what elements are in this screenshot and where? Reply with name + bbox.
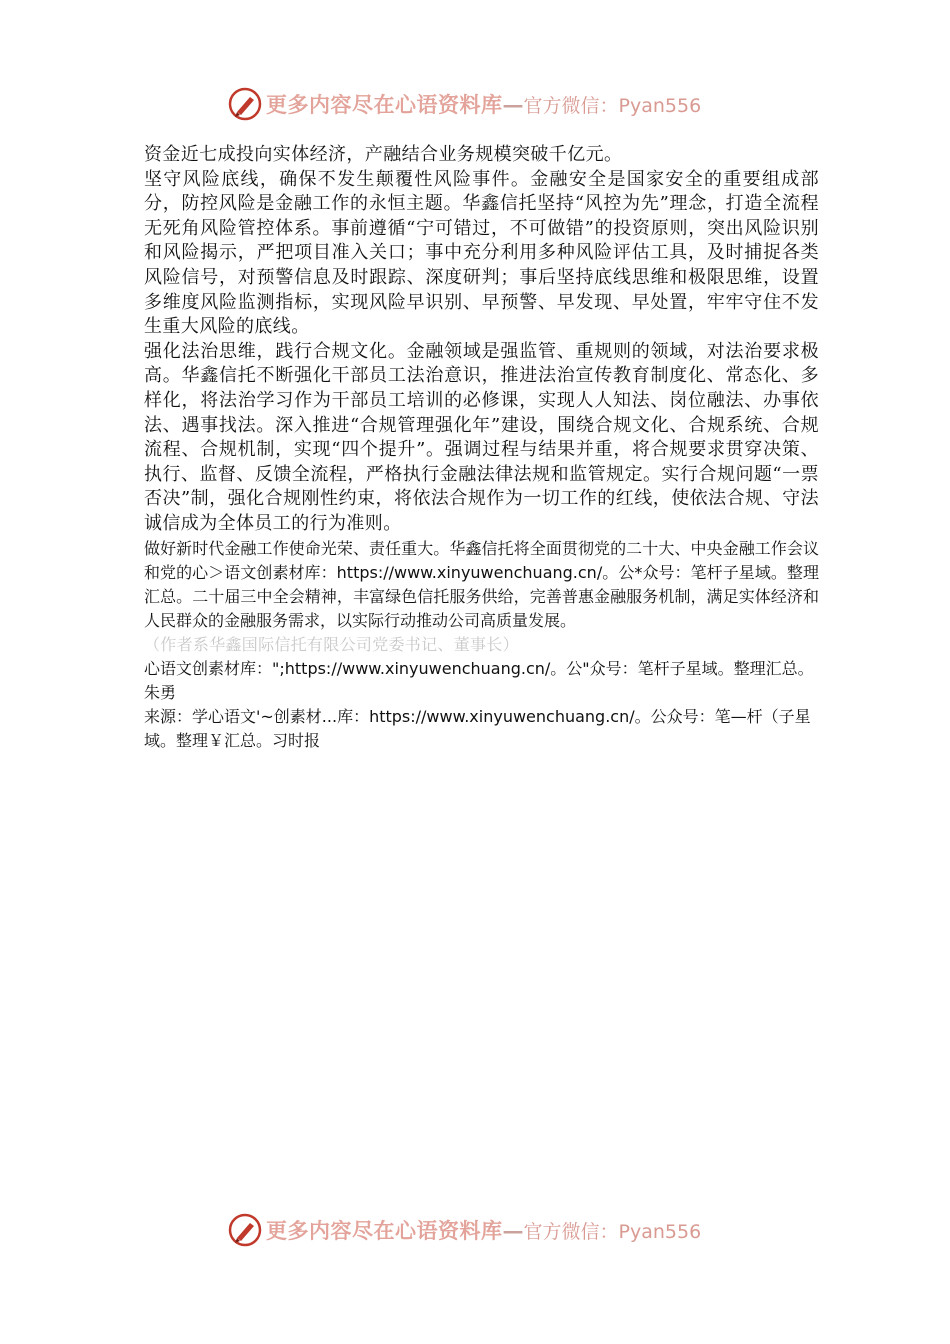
paragraph-rule-of-law: 强化法治思维，践行合规文化。金融领域是强监管、重规则的领域，对法治要求极高。华鑫信托不断强化干部员工法治意识，推进法治宣传教育制度化、常态化、多样化，将法治学习作为干部员工培训的必修课，实现人人知法、岗位融法、办事依法、遇事找法。深入推进“合规管理强化年”建设，围绕合规文化、合规系统、合规流程、合规机制，实现“四个提升”。强调过程与结果并重，将合规要求贯穿决策、执行、监督、反馈全流程，严格执行金融法律法规和监管规定。实行合规问题“一票否决”制，强化合规刚性约束，将依法合规作为一切工作的红线，使依法合规、守法诚信成为全体员工的行为准则。 xyxy=(144,340,819,534)
header-banner-text: 更多内容尽在心语资料库 xyxy=(266,92,503,117)
article-body xyxy=(144,143,819,753)
pen-logo-icon xyxy=(228,87,262,121)
footer-banner-text: 更多内容尽在心语资料库 xyxy=(266,1218,503,1243)
author-note: （作者系华鑫国际信托有限公司党委书记、董事长） xyxy=(144,634,519,654)
pen-logo-icon xyxy=(228,1213,262,1247)
header-banner-wechat: 官方微信：Pyan556 xyxy=(523,94,702,117)
header-banner xyxy=(228,84,728,124)
source-note-1: 心语文创素材库：";https://www.xinyuwenchuang.cn/。公"众号：笔杆子星域。整理汇总。朱勇 xyxy=(144,658,814,702)
source-note-2: 来源：学心语文'~创素材...库：https://www.xinyuwenchuang.cn/。公众号：笔—杆（子星域。整理￥汇总。习时报 xyxy=(144,706,811,750)
footer-banner xyxy=(228,1210,728,1250)
header-banner-separator: — xyxy=(502,91,524,117)
footer-banner-wechat: 官方微信：Pyan556 xyxy=(523,1220,702,1243)
paragraph-capital-investment: 资金近七成投向实体经济，产融结合业务规模突破千亿元。 xyxy=(144,144,623,165)
paragraph-risk-control: 坚守风险底线，确保不发生颠覆性风险事件。金融安全是国家安全的重要组成部分，防控风险是金融工作的永恒主题。华鑫信托坚持“风控为先”理念，打造全流程无死角风险管控体系。事前遵循“宁可错过，不可做错”的投资原则，突出风险识别和风险揭示，严把项目准入关口；事中充分利用多种风险评估工具，及时捕捉各类风险信号，对预警信息及时跟踪、深度研判；事后坚持底线思维和极限思维，设置多维度风险监测指标，实现风险早识别、早预警、早发现、早处置，牢牢守住不发生重大风险的底线。 xyxy=(144,168,819,338)
paragraph-mission: 做好新时代金融工作使命光荣、责任重大。华鑫信托将全面贯彻党的二十大、中央金融工作会议和党的心＞语文创素材库：https://www.xinyuwenchuang.cn/。公*众号：笔杆子星域。整理汇总。二十届三中全会精神，丰富绿色信托服务供给，完善普惠金融服务机制，满足实体经济和人民群众的金融服务需求，以实际行动推动公司高质量发展。 xyxy=(144,538,819,630)
footer-banner-separator: — xyxy=(502,1217,524,1243)
